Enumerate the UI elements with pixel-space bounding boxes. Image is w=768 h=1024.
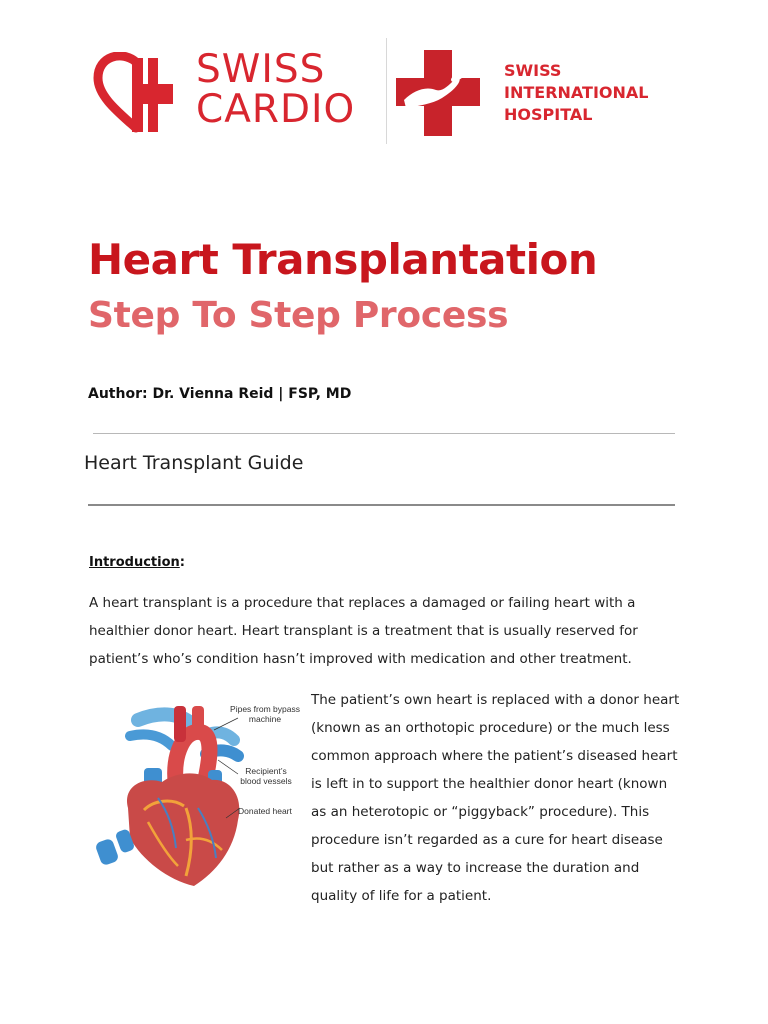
sih-line2: INTERNATIONAL [504,83,649,102]
sih-line3: HOSPITAL [504,105,593,124]
label-pipes: Pipes from bypass machine [230,704,300,724]
divider-bottom [88,504,675,506]
sih-wordmark [504,60,648,126]
author-line: Author: Dr. Vienna Reid | FSP, MD [88,386,352,402]
body-paragraph: The patient’s own heart is replaced with a donor heart (known as an orthotopic procedure) or the much less common approach where the patient’s diseased heart is left in to support the healthier donor heart (known as an heterotopic or “piggyback” procedure). This procedure isn’t regarded as a cure for heart disease but rather as a way to increase the duration and quality of life for a patient. [311,692,680,904]
page-subtitle: Step To Step Process [88,295,509,336]
swiss-cardio-heart-icon [92,52,188,136]
label-donated-heart: Donated heart [238,806,292,816]
swiss-cardio-line2: CARDIO [196,87,356,132]
intro-heading-text: Introduction [89,555,180,570]
page-title: Heart Transplantation [88,235,598,284]
swiss-cardio-wordmark [196,47,356,132]
header-logos [92,38,662,146]
label-vessels: Recipient’s blood vessels [240,766,292,786]
sih-line1: SWISS [504,61,562,80]
intro-heading-colon: : [179,555,185,570]
swiss-international-hospital-logo [396,46,658,136]
hospital-cross-hands-icon [396,50,480,136]
swiss-cardio-logo [92,46,372,136]
intro-paragraph: A heart transplant is a procedure that replaces a damaged or failing heart with a healthier donor heart. Heart transplant is a treatment that is usually reserved for patient’s who’s condition hasn’t improved with medication and other treatment. [89,595,638,667]
heart-transplant-figure [88,690,300,900]
swiss-cardio-line1: SWISS [196,47,326,92]
divider-top [93,433,675,434]
guide-title: Heart Transplant Guide [84,452,304,474]
logo-divider [386,38,387,144]
intro-heading [89,555,185,570]
